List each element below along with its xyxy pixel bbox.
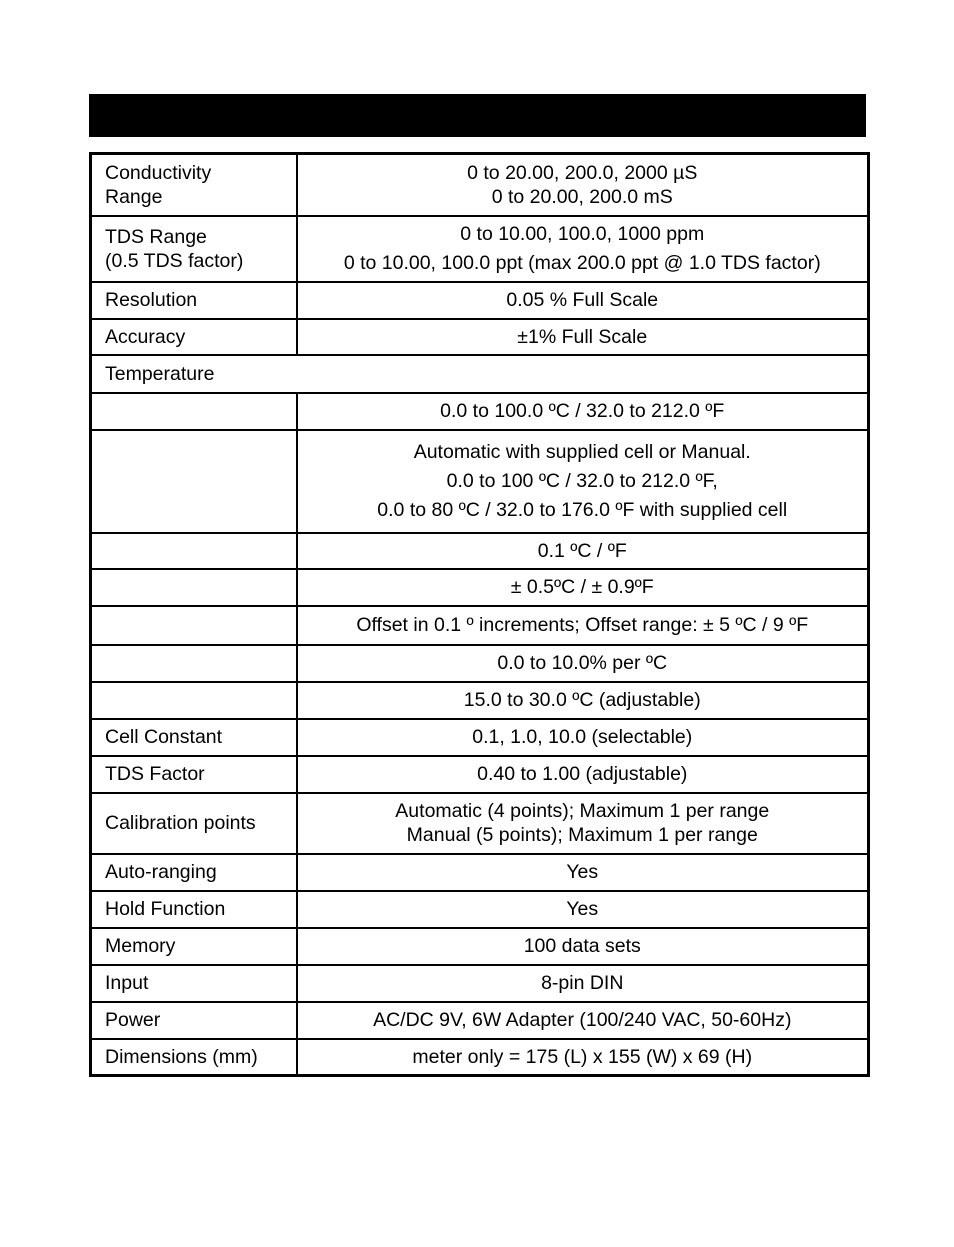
table-row — [91, 1039, 869, 1076]
row-value-line: Manual (5 points); Maximum 1 per range — [406, 824, 758, 846]
row-label: Cell Constant — [91, 719, 297, 756]
row-value-line: Automatic (4 points); Maximum 1 per range — [395, 800, 770, 822]
table-row — [91, 891, 869, 928]
specifications-table — [89, 152, 870, 1077]
table-row — [91, 682, 869, 719]
row-label: Hold Function — [91, 891, 297, 928]
row-value: 0.40 to 1.00 (adjustable) — [297, 756, 869, 793]
row-value: 0.1 ºC / ºF — [297, 533, 869, 569]
row-value — [297, 793, 869, 854]
table-row — [91, 928, 869, 965]
row-value: 0.1, 1.0, 10.0 (selectable) — [297, 719, 869, 756]
row-label — [91, 154, 297, 216]
row-value: Yes — [297, 854, 869, 891]
table-row — [91, 154, 869, 216]
row-label: Resolution — [91, 282, 297, 319]
row-value-line: 0 to 10.00, 100.0 ppt (max 200.0 ppt @ 1.0 TDS factor) — [343, 251, 821, 274]
row-label — [91, 645, 297, 682]
table-row — [91, 1002, 869, 1039]
row-value: AC/DC 9V, 6W Adapter (100/240 VAC, 50-60Hz) — [297, 1002, 869, 1039]
row-label — [91, 216, 297, 282]
row-value: 15.0 to 30.0 ºC (adjustable) — [297, 682, 869, 719]
row-value: 100 data sets — [297, 928, 869, 965]
row-label — [91, 569, 297, 606]
row-label: Input — [91, 965, 297, 1002]
row-label-line: Conductivity — [105, 161, 212, 184]
row-label — [91, 533, 297, 569]
row-label: Power — [91, 1002, 297, 1039]
table-row — [91, 430, 869, 533]
row-label-line: TDS Range — [105, 225, 207, 248]
table-row — [91, 854, 869, 891]
row-label: Dimensions (mm) — [91, 1039, 297, 1076]
table-row — [91, 282, 869, 319]
table-row — [91, 793, 869, 854]
table-row — [91, 393, 869, 430]
table-row — [91, 965, 869, 1002]
row-value-line: 0.0 to 80 ºC / 32.0 to 176.0 ºF with supplied cell — [377, 498, 788, 521]
row-value: 0.0 to 10.0% per ºC — [297, 645, 869, 682]
row-value — [297, 216, 869, 282]
row-value-line: 0.0 to 100 ºC / 32.0 to 212.0 ºF, — [446, 469, 718, 492]
row-label — [91, 606, 297, 645]
table-row — [91, 533, 869, 569]
row-value: 8-pin DIN — [297, 965, 869, 1002]
table-row — [91, 756, 869, 793]
row-value: Offset in 0.1 º increments; Offset range: ± 5 ºC / 9 ºF — [297, 606, 869, 645]
table-row — [91, 645, 869, 682]
row-label: TDS Factor — [91, 756, 297, 793]
row-value-line: Automatic with supplied cell or Manual. — [413, 440, 751, 463]
row-label — [91, 430, 297, 533]
table-row — [91, 319, 869, 355]
row-value: Yes — [297, 891, 869, 928]
table-row — [91, 569, 869, 606]
row-label: Accuracy — [91, 319, 297, 355]
row-label: Memory — [91, 928, 297, 965]
row-value: ±1% Full Scale — [297, 319, 869, 355]
row-label — [91, 393, 297, 430]
table-row — [91, 216, 869, 282]
row-value: meter only = 175 (L) x 155 (W) x 69 (H) — [297, 1039, 869, 1076]
row-label-line: Range — [105, 185, 163, 208]
row-value: 0.05 % Full Scale — [297, 282, 869, 319]
table-row — [91, 719, 869, 756]
table-row — [91, 606, 869, 645]
row-value-line: 0 to 20.00, 200.0 mS — [491, 185, 673, 208]
row-value-line: 0 to 20.00, 200.0, 2000 µS — [467, 161, 698, 184]
row-label: Calibration points — [91, 793, 297, 854]
section-title: Temperature — [91, 355, 869, 393]
row-label — [91, 682, 297, 719]
row-label: Auto-ranging — [91, 854, 297, 891]
section-row — [91, 355, 869, 393]
row-value-line: 0 to 10.00, 100.0, 1000 ppm — [460, 222, 705, 245]
row-value — [297, 154, 869, 216]
row-value: ± 0.5ºC / ± 0.9ºF — [297, 569, 869, 606]
row-value: 0.0 to 100.0 ºC / 32.0 to 212.0 ºF — [297, 393, 869, 430]
row-label-line: (0.5 TDS factor) — [105, 249, 244, 272]
header-bar — [89, 94, 866, 137]
row-value — [297, 430, 869, 533]
